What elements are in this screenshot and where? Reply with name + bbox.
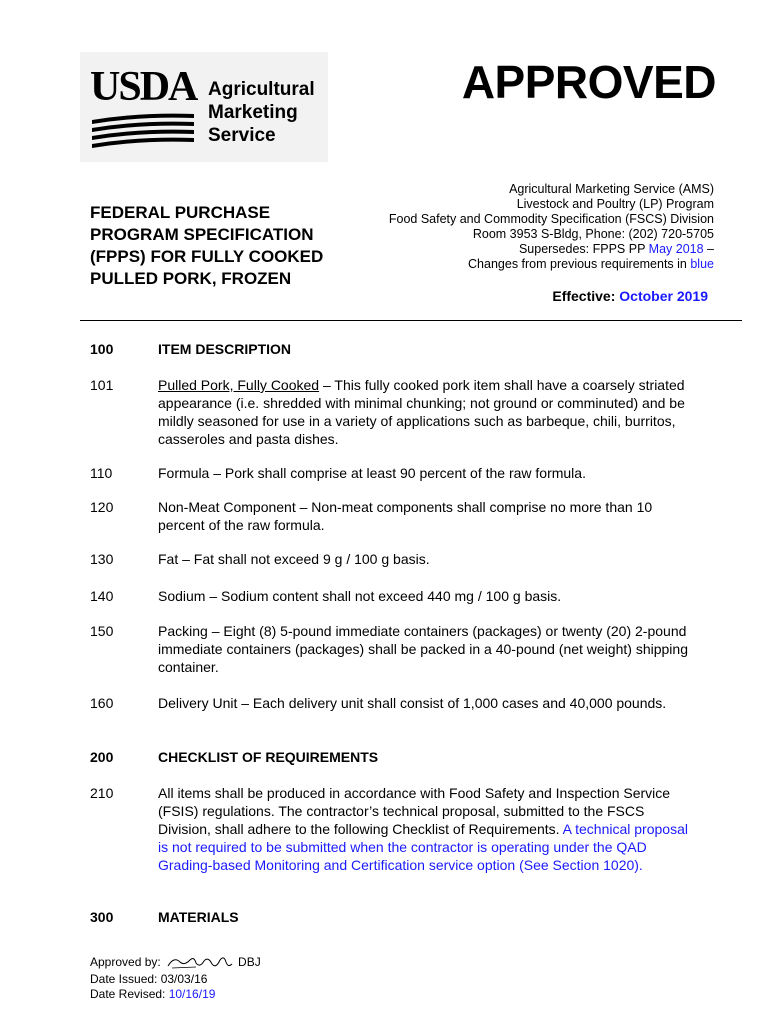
- section-heading: CHECKLIST OF REQUIREMENTS: [158, 749, 379, 765]
- approver-initials: DBJ: [238, 955, 261, 970]
- section-number: 210: [90, 785, 114, 801]
- approved-by-label: Approved by:: [90, 955, 165, 970]
- date-revised-line: [90, 987, 261, 1002]
- effective-label: Effective:: [552, 288, 620, 304]
- changes-prefix: Changes from previous requirements in: [468, 257, 691, 271]
- section-text: Formula – Pork shall comprise at least 90 percent of the raw formula.: [158, 465, 586, 481]
- logo-usda-text: USDA: [90, 64, 197, 110]
- section-number: 150: [90, 623, 114, 639]
- logo-line-marketing: Marketing: [208, 102, 298, 123]
- date-issued: Date Issued: 03/03/16: [90, 972, 208, 986]
- agency-address-block: [389, 182, 714, 272]
- date-revised-value: 10/16/19: [168, 987, 216, 1001]
- supersedes-date: May 2018: [648, 242, 704, 256]
- section-heading: ITEM DESCRIPTION: [158, 341, 292, 357]
- approved-by-line: [90, 954, 261, 972]
- logo-line-service: Service: [208, 125, 276, 146]
- section-number: 110: [90, 465, 113, 481]
- division-line: Food Safety and Commodity Specification (FSCS) Division: [388, 212, 714, 226]
- supersedes-prefix: Supersedes: FPPS PP: [518, 242, 649, 256]
- section-number: 300: [90, 909, 114, 925]
- logo-agency-name: [208, 78, 315, 147]
- section-number: 120: [90, 499, 114, 515]
- section-text: Delivery Unit – Each delivery unit shall consist of 1,000 cases and 40,000 pounds.: [158, 695, 667, 711]
- section-number: 160: [90, 695, 114, 711]
- section-heading: MATERIALS: [158, 909, 239, 925]
- section-number: 200: [90, 749, 114, 765]
- program-line: Livestock and Poultry (LP) Program: [516, 197, 714, 211]
- logo-swoosh-icon: [90, 110, 195, 150]
- usda-ams-logo: [80, 52, 328, 162]
- section-text: [158, 784, 688, 874]
- logo-line-agricultural: Agricultural: [208, 79, 315, 100]
- header-divider: [80, 320, 742, 321]
- effective-date: [552, 288, 708, 304]
- date-revised-label: Date Revised:: [90, 987, 169, 1001]
- document-footer: [90, 954, 261, 1002]
- changes-color-word: blue: [690, 257, 714, 271]
- item-term: Pulled Pork, Fully Cooked: [158, 377, 320, 393]
- section-text: Sodium – Sodium content shall not exceed 440 mg / 100 g basis.: [158, 588, 562, 604]
- effective-date-value: October 2019: [619, 288, 708, 304]
- section-text: Packing – Eight (8) 5-pound immediate containers (packages) or twenty (20) 2-pound immediate containers (packages) shall be packed in a 40-pound (net weight) shipping container.: [158, 623, 688, 675]
- section-text: [158, 376, 688, 448]
- section-number: 101: [90, 377, 114, 393]
- signature-icon: [166, 954, 236, 972]
- changes-line: [389, 257, 714, 272]
- room-phone-line: Room 3953 S-Bldg, Phone: (202) 720-5705: [472, 227, 714, 241]
- supersedes-line: [389, 242, 714, 257]
- section-text: Fat – Fat shall not exceed 9 g / 100 g basis.: [158, 551, 430, 567]
- section-number: 140: [90, 588, 114, 604]
- section-number: 100: [90, 341, 114, 357]
- document-title: FEDERAL PURCHASE PROGRAM SPECIFICATION (FPPS) FOR FULLY COOKED PULLED PORK, FROZEN: [90, 203, 324, 288]
- approved-stamp: APPROVED: [461, 56, 716, 108]
- item-description: – This fully cooked pork item shall have a coarsely striated appearance (i.e. shredded with minimal chunking; not ground or comminuted) and be mildly seasoned for use in a variety of applications such as barbeque, chili, burritos, casseroles and pasta dishes.: [158, 377, 685, 447]
- requirements-change-text: A technical proposal is not required to be submitted when the contractor is operating under the QAD Grading-based Monitoring and Certification service option (See Section 1020).: [158, 821, 688, 873]
- requirements-text: All items shall be produced in accordance with Food Safety and Inspection Service (FSIS) regulations. The contractor’s technical proposal, submitted to the FSCS Division, shall adhere to the following Checklist of Requirements.: [158, 785, 671, 837]
- supersedes-suffix: –: [703, 242, 714, 256]
- section-text: Non-Meat Component – Non-meat components shall comprise no more than 10 percent of the raw formula.: [158, 499, 653, 533]
- agency-line: Agricultural Marketing Service (AMS): [509, 182, 714, 196]
- section-number: 130: [90, 551, 114, 567]
